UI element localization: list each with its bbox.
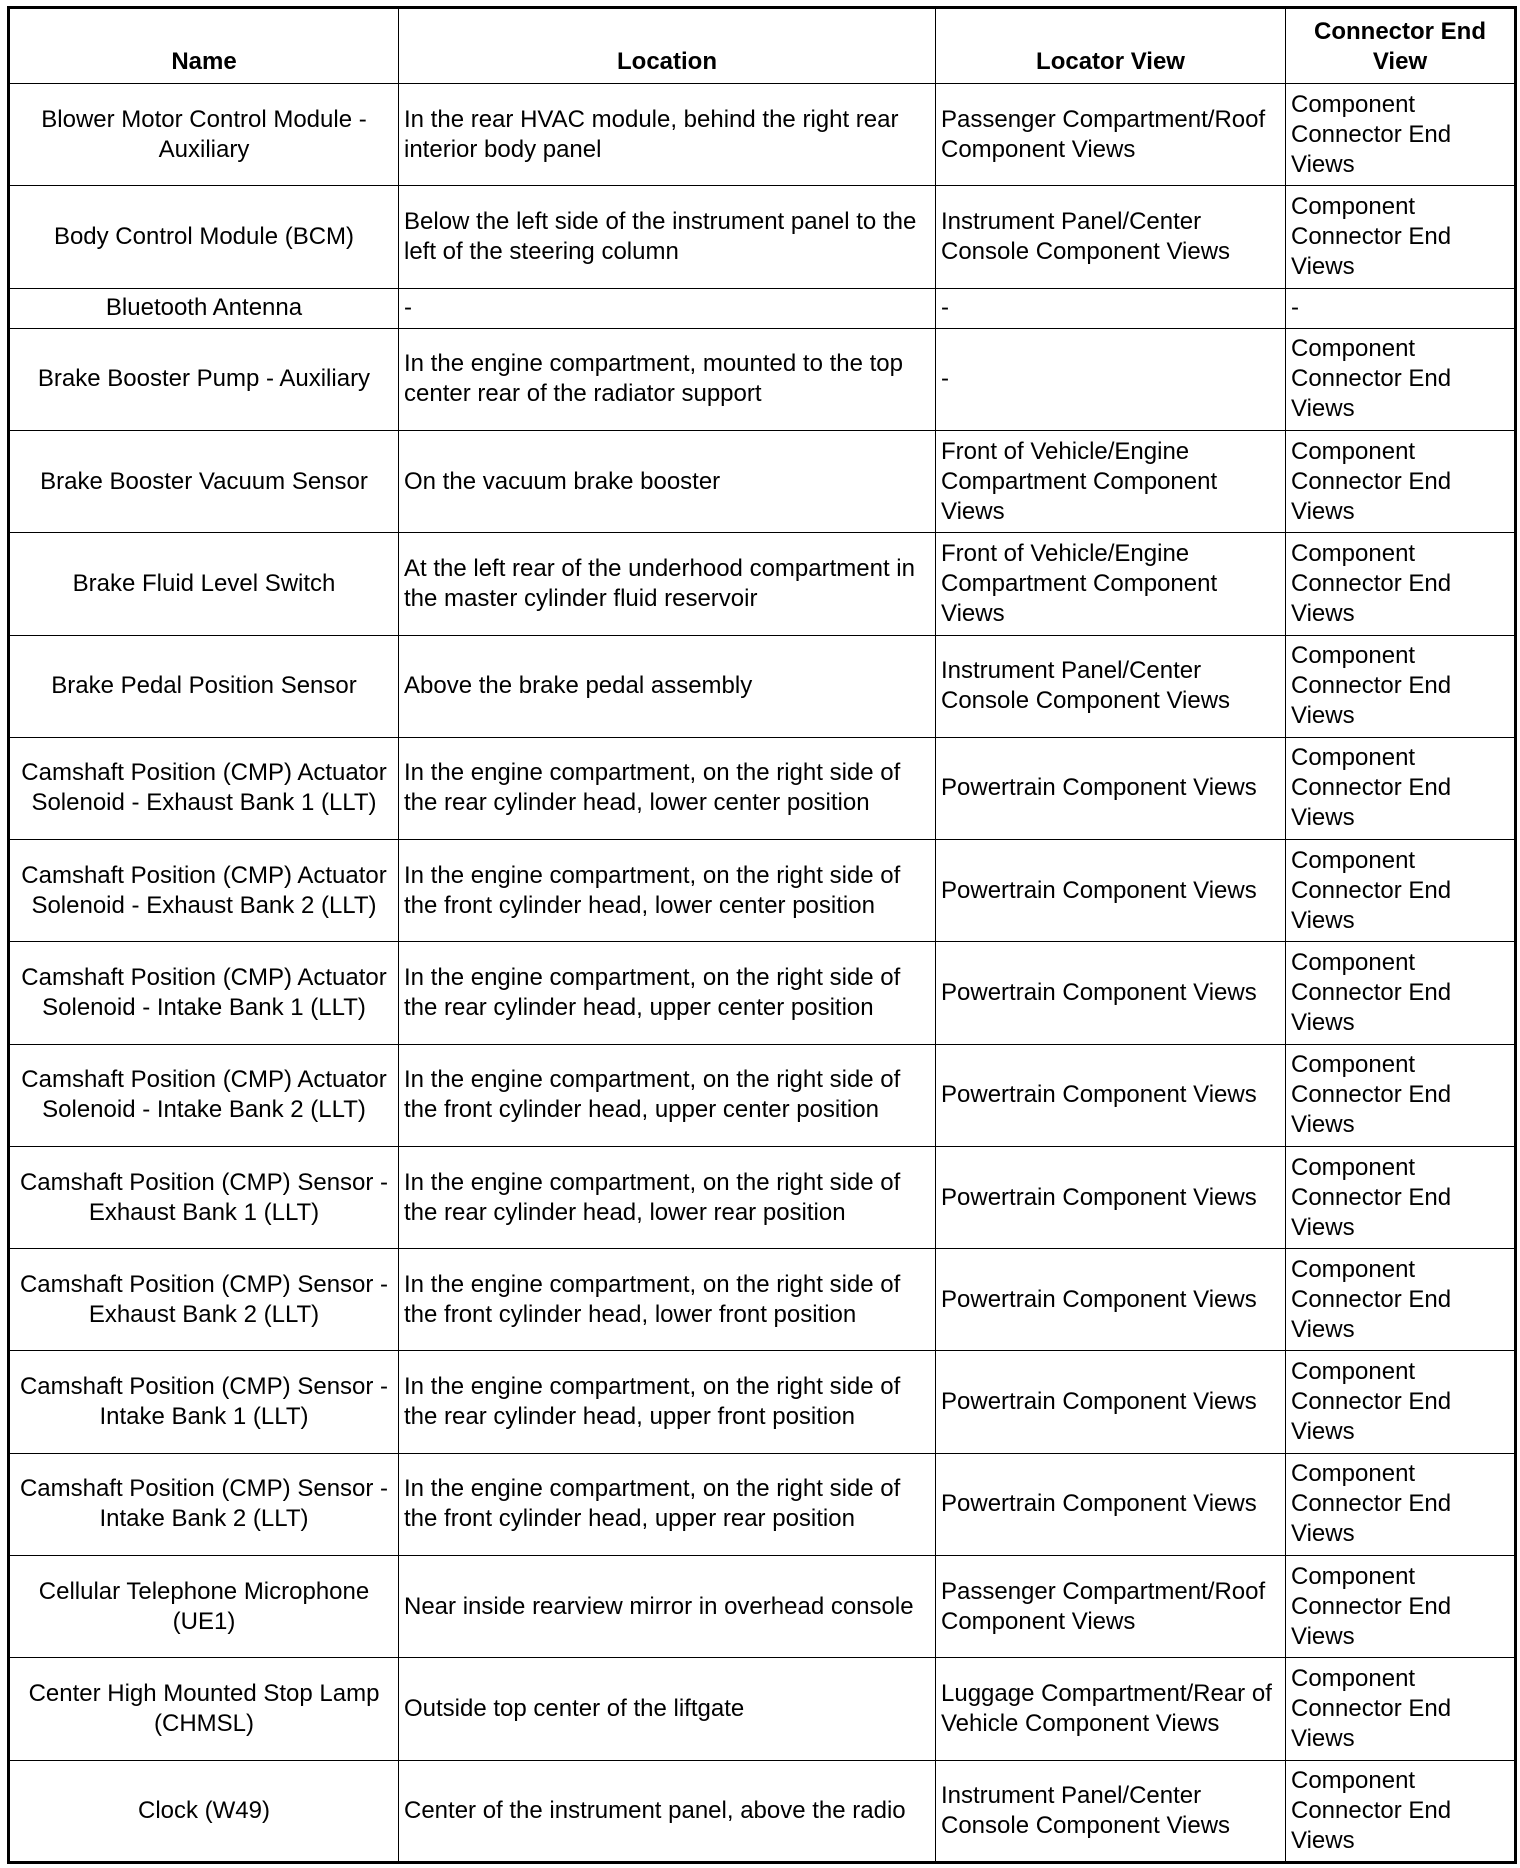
- cell-connector-end-view: Component Connector End Views: [1286, 430, 1516, 532]
- cell-locator-view: Passenger Compartment/Roof Component Views: [936, 1556, 1286, 1658]
- cell-name: Camshaft Position (CMP) Sensor - Intake Bank 1 (LLT): [9, 1351, 399, 1453]
- cell-locator-view: Powertrain Component Views: [936, 1044, 1286, 1146]
- cell-connector-end-view: Component Connector End Views: [1286, 635, 1516, 737]
- cell-name: Camshaft Position (CMP) Actuator Solenoid - Exhaust Bank 1 (LLT): [9, 737, 399, 839]
- table-row: [9, 1453, 1516, 1555]
- cell-locator-view: Front of Vehicle/Engine Compartment Component Views: [936, 533, 1286, 635]
- cell-name: Brake Booster Pump - Auxiliary: [9, 328, 399, 430]
- cell-locator-view: Powertrain Component Views: [936, 1453, 1286, 1555]
- cell-name: Bluetooth Antenna: [9, 288, 399, 328]
- cell-connector-end-view: Component Connector End Views: [1286, 328, 1516, 430]
- table-row: [9, 1146, 1516, 1248]
- table-row: [9, 328, 1516, 430]
- header-name: Name: [9, 8, 399, 84]
- cell-location: Above the brake pedal assembly: [399, 635, 936, 737]
- cell-location: In the engine compartment, on the right side of the front cylinder head, upper center position: [399, 1044, 936, 1146]
- cell-connector-end-view: Component Connector End Views: [1286, 1249, 1516, 1351]
- cell-name: Blower Motor Control Module - Auxiliary: [9, 84, 399, 186]
- cell-location: In the rear HVAC module, behind the right rear interior body panel: [399, 84, 936, 186]
- cell-locator-view: Instrument Panel/Center Console Component Views: [936, 186, 1286, 288]
- cell-connector-end-view: Component Connector End Views: [1286, 1658, 1516, 1760]
- table-row: [9, 430, 1516, 532]
- cell-name: Center High Mounted Stop Lamp (CHMSL): [9, 1658, 399, 1760]
- cell-connector-end-view: Component Connector End Views: [1286, 1146, 1516, 1248]
- cell-locator-view: Luggage Compartment/Rear of Vehicle Component Views: [936, 1658, 1286, 1760]
- cell-location: In the engine compartment, mounted to the top center rear of the radiator support: [399, 328, 936, 430]
- cell-location: In the engine compartment, on the right side of the rear cylinder head, lower center position: [399, 737, 936, 839]
- cell-locator-view: Powertrain Component Views: [936, 840, 1286, 942]
- cell-locator-view: Passenger Compartment/Roof Component Views: [936, 84, 1286, 186]
- cell-locator-view: -: [936, 288, 1286, 328]
- cell-name: Brake Booster Vacuum Sensor: [9, 430, 399, 532]
- cell-connector-end-view: -: [1286, 288, 1516, 328]
- cell-locator-view: Instrument Panel/Center Console Component Views: [936, 635, 1286, 737]
- cell-location: In the engine compartment, on the right side of the rear cylinder head, upper front position: [399, 1351, 936, 1453]
- component-locator-table: [7, 6, 1517, 1864]
- table-row: [9, 1044, 1516, 1146]
- cell-location: Center of the instrument panel, above the radio: [399, 1760, 936, 1862]
- cell-connector-end-view: Component Connector End Views: [1286, 1351, 1516, 1453]
- header-location: Location: [399, 8, 936, 84]
- table-row: [9, 288, 1516, 328]
- table-wrapper: [7, 6, 1514, 1864]
- table-row: [9, 1658, 1516, 1760]
- cell-locator-view: Front of Vehicle/Engine Compartment Component Views: [936, 430, 1286, 532]
- cell-location: -: [399, 288, 936, 328]
- cell-location: In the engine compartment, on the right side of the front cylinder head, upper rear position: [399, 1453, 936, 1555]
- cell-connector-end-view: Component Connector End Views: [1286, 737, 1516, 839]
- table-row: [9, 1351, 1516, 1453]
- cell-connector-end-view: Component Connector End Views: [1286, 84, 1516, 186]
- cell-locator-view: Powertrain Component Views: [936, 1249, 1286, 1351]
- cell-locator-view: Instrument Panel/Center Console Component Views: [936, 1760, 1286, 1862]
- cell-name: Clock (W49): [9, 1760, 399, 1862]
- cell-location: Below the left side of the instrument panel to the left of the steering column: [399, 186, 936, 288]
- cell-name: Camshaft Position (CMP) Actuator Solenoid - Intake Bank 2 (LLT): [9, 1044, 399, 1146]
- table-row: [9, 942, 1516, 1044]
- cell-connector-end-view: Component Connector End Views: [1286, 840, 1516, 942]
- table-row: [9, 635, 1516, 737]
- cell-location: In the engine compartment, on the right side of the front cylinder head, lower center position: [399, 840, 936, 942]
- cell-connector-end-view: Component Connector End Views: [1286, 1760, 1516, 1862]
- table-row: [9, 737, 1516, 839]
- cell-connector-end-view: Component Connector End Views: [1286, 1556, 1516, 1658]
- cell-locator-view: Powertrain Component Views: [936, 1351, 1286, 1453]
- header-locator-view: Locator View: [936, 8, 1286, 84]
- table-row: [9, 533, 1516, 635]
- cell-location: In the engine compartment, on the right side of the front cylinder head, lower front position: [399, 1249, 936, 1351]
- cell-connector-end-view: Component Connector End Views: [1286, 942, 1516, 1044]
- cell-name: Brake Pedal Position Sensor: [9, 635, 399, 737]
- cell-name: Camshaft Position (CMP) Sensor - Exhaust Bank 2 (LLT): [9, 1249, 399, 1351]
- table-row: [9, 1556, 1516, 1658]
- cell-name: Camshaft Position (CMP) Actuator Solenoid - Exhaust Bank 2 (LLT): [9, 840, 399, 942]
- cell-locator-view: Powertrain Component Views: [936, 1146, 1286, 1248]
- cell-location: Outside top center of the liftgate: [399, 1658, 936, 1760]
- cell-connector-end-view: Component Connector End Views: [1286, 186, 1516, 288]
- cell-location: At the left rear of the underhood compartment in the master cylinder fluid reservoir: [399, 533, 936, 635]
- table-row: [9, 186, 1516, 288]
- cell-connector-end-view: Component Connector End Views: [1286, 1453, 1516, 1555]
- cell-location: In the engine compartment, on the right side of the rear cylinder head, upper center position: [399, 942, 936, 1044]
- header-connector-end-view: Connector End View: [1286, 8, 1516, 84]
- cell-name: Camshaft Position (CMP) Sensor - Intake Bank 2 (LLT): [9, 1453, 399, 1555]
- table-row: [9, 84, 1516, 186]
- cell-connector-end-view: Component Connector End Views: [1286, 1044, 1516, 1146]
- cell-location: Near inside rearview mirror in overhead console: [399, 1556, 936, 1658]
- cell-locator-view: Powertrain Component Views: [936, 942, 1286, 1044]
- table-row: [9, 1760, 1516, 1862]
- cell-locator-view: Powertrain Component Views: [936, 737, 1286, 839]
- cell-connector-end-view: Component Connector End Views: [1286, 533, 1516, 635]
- cell-name: Camshaft Position (CMP) Actuator Solenoid - Intake Bank 1 (LLT): [9, 942, 399, 1044]
- cell-name: Brake Fluid Level Switch: [9, 533, 399, 635]
- cell-name: Cellular Telephone Microphone (UE1): [9, 1556, 399, 1658]
- cell-location: On the vacuum brake booster: [399, 430, 936, 532]
- table-row: [9, 840, 1516, 942]
- header-row: [9, 8, 1516, 84]
- cell-locator-view: -: [936, 328, 1286, 430]
- table-row: [9, 1249, 1516, 1351]
- cell-location: In the engine compartment, on the right side of the rear cylinder head, lower rear position: [399, 1146, 936, 1248]
- cell-name: Body Control Module (BCM): [9, 186, 399, 288]
- cell-name: Camshaft Position (CMP) Sensor - Exhaust Bank 1 (LLT): [9, 1146, 399, 1248]
